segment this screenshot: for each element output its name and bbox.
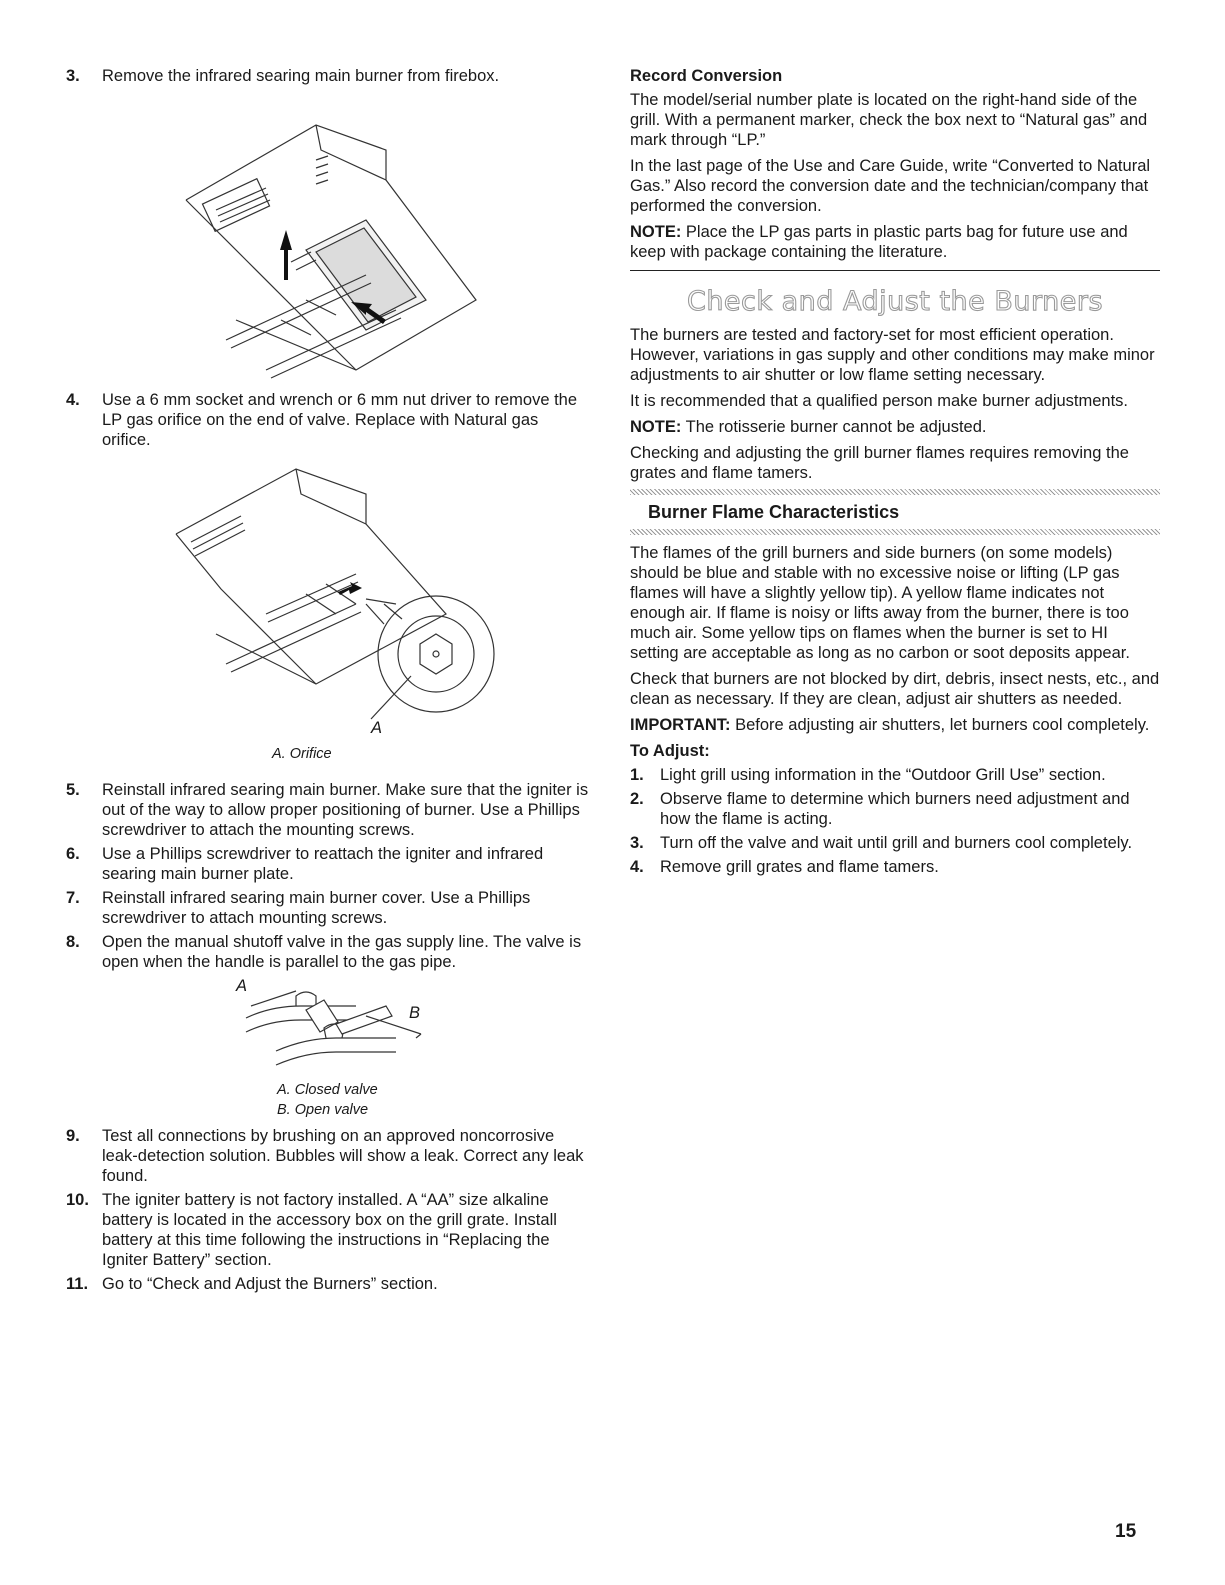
note-text: Place the LP gas parts in plastic parts bag for future use and keep with package containing the literature. <box>630 223 1128 261</box>
record-paragraph-2: In the last page of the Use and Care Guide, write “Converted to Natural Gas.” Also record the conversion date and the technician/company that performed the conversion. <box>630 157 1151 215</box>
figure-caption-b: B. Open valve <box>277 1102 369 1118</box>
step-number: 8. <box>66 933 80 951</box>
page-number: 15 <box>1115 1521 1137 1542</box>
note-label: NOTE: <box>630 223 682 241</box>
callout-b: B <box>409 1004 421 1022</box>
step-10 <box>66 1190 591 1270</box>
figure-caption: A. Orifice <box>272 746 332 762</box>
step-number: 6. <box>66 845 80 863</box>
callout-a: A <box>371 719 383 737</box>
step-text: Open the manual shutoff valve in the gas supply line. The valve is open when the handle is parallel to the gas pipe. <box>102 933 582 971</box>
step-text: Go to “Check and Adjust the Burners” section. <box>102 1275 438 1293</box>
adjust-step-1 <box>630 765 1160 785</box>
step-number: 4. <box>630 858 644 876</box>
step-text: Remove grill grates and flame tamers. <box>660 858 939 876</box>
step-number: 11. <box>66 1275 89 1293</box>
important-label: IMPORTANT: <box>630 716 731 734</box>
step-8 <box>66 932 591 972</box>
step-text: Observe flame to determine which burners need adjustment and how the flame is acting. <box>660 790 1130 828</box>
step-number: 7. <box>66 889 80 907</box>
record-paragraph-1: The model/serial number plate is located on the right-hand side of the grill. With a permanent marker, check the box next to “Natural gas” and mark through “LP.” <box>630 91 1148 149</box>
steps-5-8 <box>66 780 591 972</box>
check-paragraph-2: It is recommended that a qualified person make burner adjustments. <box>630 392 1129 410</box>
note-label: NOTE: <box>630 418 682 436</box>
step-text: Use a Phillips screwdriver to reattach the igniter and infrared searing main burner plate. <box>102 845 544 883</box>
figure-remove-burner <box>66 90 591 390</box>
adjust-step-2 <box>630 789 1160 829</box>
flame-important <box>630 715 1160 735</box>
burner-flame-heading: Burner Flame Characteristics <box>648 502 900 522</box>
step-5 <box>66 780 591 840</box>
steps-9-11 <box>66 1126 591 1294</box>
to-adjust-heading: To Adjust: <box>630 742 710 760</box>
step-4 <box>66 390 591 450</box>
step-text: Turn off the valve and wait until grill and burners cool completely. <box>660 834 1133 852</box>
step-text: Remove the infrared searing main burner from firebox. <box>102 67 500 85</box>
left-column <box>66 66 591 1298</box>
check-note <box>630 417 1160 437</box>
step-text: Reinstall infrared searing main burner. Make sure that the igniter is out of the way to allow proper positioning of burner. Use a Phillips screwdriver to attach the mounting screws. <box>102 781 589 839</box>
check-paragraph-3: Checking and adjusting the grill burner flames requires removing the grates and flame tamers. <box>630 444 1129 482</box>
record-conversion-heading: Record Conversion <box>630 67 783 85</box>
valve-illustration <box>66 976 591 1076</box>
step-3 <box>66 66 591 86</box>
step-7 <box>66 888 591 928</box>
step-text: Light grill using information in the “Outdoor Grill Use” section. <box>660 766 1106 784</box>
step-11 <box>66 1274 591 1294</box>
step-number: 3. <box>66 67 80 85</box>
flame-paragraph-1: The flames of the grill burners and side burners (on some models) should be blue and stable with no excessive noise or lifting (LP gas flames will have a slightly yellow tip). A yellow flame indicates not enough air. If flame is noisy or lifts away from the burner, there is too much air. Some yellow tips on flames when the burner is set to HI setting are acceptable as long as no carbon or soot deposits appear. <box>630 544 1130 662</box>
check-adjust-section-title: Check and Adjust the Burners <box>686 286 1104 317</box>
flame-paragraph-2: Check that burners are not blocked by dirt, debris, insect nests, etc., and clean as necessary. If they are clean, adjust air shutters as needed. <box>630 670 1160 708</box>
orifice-illustration <box>66 454 591 744</box>
step-text: Test all connections by brushing on an approved noncorrosive leak-detection solution. Bubbles will show a leak. Correct any leak found. <box>102 1127 584 1185</box>
step-number: 1. <box>630 766 644 784</box>
note-text: The rotisserie burner cannot be adjusted. <box>681 418 987 436</box>
important-text: Before adjusting air shutters, let burners cool completely. <box>730 716 1150 734</box>
adjust-step-3 <box>630 833 1160 853</box>
figure-valve <box>66 976 591 1126</box>
step-9 <box>66 1126 591 1186</box>
grill-burner-illustration <box>66 90 591 390</box>
step-number: 4. <box>66 391 80 409</box>
step-text: The igniter battery is not factory installed. A “AA” size alkaline battery is located in the accessory box on the grill grate. Install battery at this time following the instructions in “Replacing the Igniter Battery” section. <box>102 1191 557 1269</box>
step-text: Use a 6 mm socket and wrench or 6 mm nut driver to remove the LP gas orifice on the end of valve. Replace with Natural gas orifice. <box>102 391 578 449</box>
step-number: 10. <box>66 1191 89 1209</box>
step-number: 3. <box>630 834 644 852</box>
figure-orifice <box>66 454 591 766</box>
hatch-rule-bottom <box>630 529 1160 535</box>
step-6 <box>66 844 591 884</box>
step-number: 5. <box>66 781 80 799</box>
step-number: 2. <box>630 790 644 808</box>
figure-caption-a: A. Closed valve <box>277 1082 378 1098</box>
section-divider <box>630 270 1160 271</box>
right-column <box>630 66 1160 881</box>
check-paragraph-1: The burners are tested and factory-set for most efficient operation. However, variations in gas supply and other conditions may make minor adjustments to air shutter or low flame setting necessary. <box>630 326 1155 384</box>
adjust-step-4 <box>630 857 1160 877</box>
record-note <box>630 222 1160 262</box>
step-text: Reinstall infrared searing main burner cover. Use a Phillips screwdriver to attach mounting screws. <box>102 889 531 927</box>
step-number: 9. <box>66 1127 80 1145</box>
callout-a: A <box>236 977 248 995</box>
